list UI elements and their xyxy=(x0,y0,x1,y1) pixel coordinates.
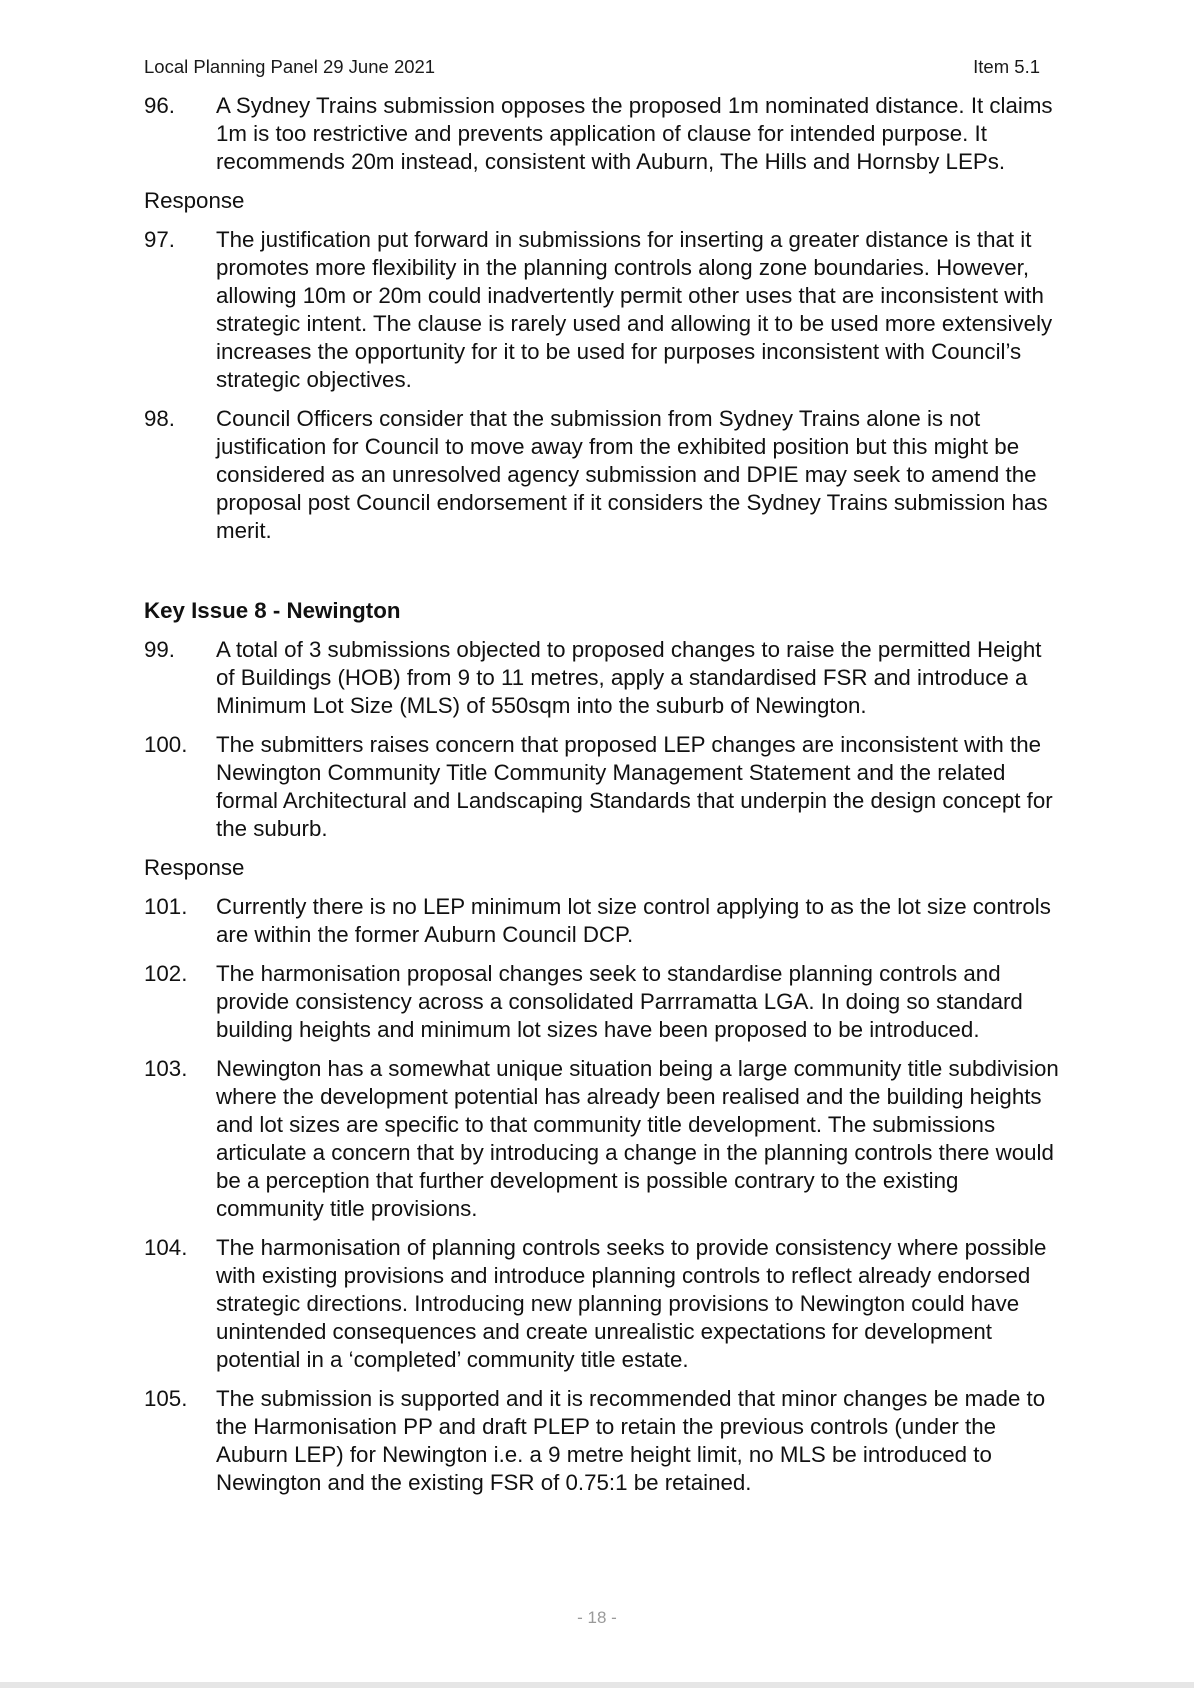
paragraph-number: 99. xyxy=(144,637,175,662)
paragraph-text: Currently there is no LEP minimum lot size control applying to as the lot size controls are within the former Auburn Council DCP. xyxy=(216,894,1051,947)
paragraph-103 xyxy=(144,1055,1064,1223)
paragraph-number: 105. xyxy=(144,1386,188,1411)
paragraph-text: The submitters raises concern that proposed LEP changes are inconsistent with the Newington Community Title Community Management Statement and the related formal Architectural and Landscaping Standards that underpin the design concept for the suburb. xyxy=(216,732,1053,841)
paragraph-text: Newington has a somewhat unique situation being a large community title subdivision where the development potential has already been realised and the building heights and lot sizes are specific to that community title development. The submissions articulate a concern that by introducing a change in the planning controls there would be a perception that further development is possible contrary to the existing community title provisions. xyxy=(216,1056,1059,1221)
paragraph-text: The harmonisation proposal changes seek to standardise planning controls and provide consistency across a consolidated Parrramatta LGA. In doing so standard building heights and minimum lot sizes have been proposed to be introduced. xyxy=(216,961,1023,1042)
page-header xyxy=(144,56,1040,80)
paragraph-text: A total of 3 submissions objected to proposed changes to raise the permitted Height of Buildings (HOB) from 9 to 11 metres, apply a standardised FSR and introduce a Minimum Lot Size (MLS) of 550sqm into the suburb of Newington. xyxy=(216,637,1042,718)
paragraph-number: 100. xyxy=(144,732,188,757)
paragraph-number: 104. xyxy=(144,1235,188,1260)
page-content xyxy=(144,92,1064,1508)
header-meeting-title: Local Planning Panel 29 June 2021 xyxy=(144,56,436,77)
paragraph-text: A Sydney Trains submission opposes the proposed 1m nominated distance. It claims 1m is too restrictive and prevents application of clause for intended purpose. It recommends 20m instead, consistent with Auburn, The Hills and Hornsby LEPs. xyxy=(216,93,1053,174)
paragraph-100 xyxy=(144,731,1064,843)
paragraph-98 xyxy=(144,405,1064,545)
paragraph-number: 102. xyxy=(144,961,188,986)
paragraph-102 xyxy=(144,960,1064,1044)
paragraph-104 xyxy=(144,1234,1064,1374)
paragraph-96 xyxy=(144,92,1064,176)
paragraph-number: 98. xyxy=(144,406,175,431)
paragraph-text: The justification put forward in submissions for inserting a greater distance is that it promotes more flexibility in the planning controls along zone boundaries. However, allowing 10m or 20m could inadvertently permit other uses that are inconsistent with strategic intent. The clause is rarely used and allowing it to be used more extensively increases the opportunity for it to be used for purposes inconsistent with Council’s strategic objectives. xyxy=(216,227,1053,392)
paragraph-99 xyxy=(144,636,1064,720)
page-bottom-edge xyxy=(0,1682,1194,1688)
paragraph-text: The submission is supported and it is recommended that minor changes be made to the Harmonisation PP and draft PLEP to retain the previous controls (under the Auburn LEP) for Newington i.e. a 9 metre height limit, no MLS be introduced to Newington and the existing FSR of 0.75:1 be retained. xyxy=(216,1386,1046,1495)
page-number: - 18 - xyxy=(577,1608,617,1627)
response-label: Response xyxy=(144,855,245,880)
paragraph-text: The harmonisation of planning controls seeks to provide consistency where possible with existing provisions and introduce planning controls to reflect already endorsed strategic directions. Introducing new planning provisions to Newington could have unintended consequences and create unrealistic expectations for development potential in a ‘completed’ community title estate. xyxy=(216,1235,1047,1372)
paragraph-number: 101. xyxy=(144,894,188,919)
paragraph-101 xyxy=(144,893,1064,949)
paragraph-number: 97. xyxy=(144,227,175,252)
paragraph-97 xyxy=(144,226,1064,394)
paragraph-text: Council Officers consider that the submission from Sydney Trains alone is not justification for Council to move away from the exhibited position but this might be considered as an unresolved agency submission and DPIE may seek to amend the proposal post Council endorsement if it considers the Sydney Trains submission has merit. xyxy=(216,406,1048,543)
paragraph-number: 96. xyxy=(144,93,175,118)
header-item-number: Item 5.1 xyxy=(973,56,1040,77)
paragraph-number: 103. xyxy=(144,1056,188,1081)
response-label: Response xyxy=(144,188,245,213)
section-heading: Key Issue 8 - Newington xyxy=(144,598,401,623)
paragraph-105 xyxy=(144,1385,1064,1497)
